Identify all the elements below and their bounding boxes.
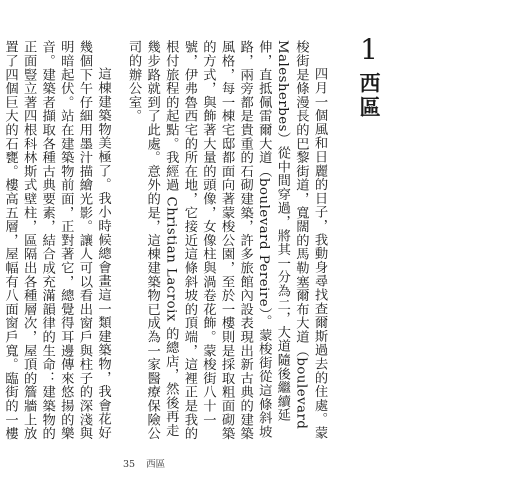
chapter-number: 1	[360, 33, 378, 66]
page-number: 35	[123, 459, 136, 470]
page-footer	[123, 456, 165, 470]
paragraph-1: 四月一個風和日麗的日子，我動身尋找查爾斯過去的住處。蒙梭街是條漫長的巴黎街道，寬闊的馬勒塞爾布大道（boulevard Malesherbes）從中間穿過，將其一分為二，大道隨後繼續延伸，直抵佩雷爾大道（boulevard Pereire）。蒙梭街從這條斜坡路，兩旁都是貴重的石砌建築，許多旅館內設表現出新古典的建築風格，每一棟宅邸都面向著蒙梭公園，至於一樓則是採取粗面砌築的方式，與飾著大量的頭像，女像柱與渦卷花飾。蒙梭街八十一號，伊弗魯西宅的所在地，它接近這條斜坡的頂端，這裡正是我的根付旅程的起點。我經過 Christian Lacroix 的總店，然後再走幾步路就到了此處。意外的是，這棟建築物已成為一家醫療保險公司的辦公室。	[126, 40, 327, 441]
chapter-heading	[352, 33, 386, 120]
chapter-title: 西區	[357, 72, 382, 120]
body-text	[2, 40, 328, 445]
running-title: 西區	[146, 459, 166, 470]
paragraph-2: 這棟建築物美極了。我小時候總會畫這一類建築物，我會花好幾個下午仔細用墨汁描繪光影。讓人可以看出窗戶與柱子的深淺與明暗起伏。站在建築物前面，正對著它，總覺得耳邊傳來悠揚的樂音。建築者擷取各種古典要素，結合成充滿韻律的生命：建築物的正面豎立著四根科林斯式壁柱，區隔出各種層次，屋頂的簷牆上放置了四個巨大的石甕。樓高五層，屋幅有八面窗戶寬。臨街的一樓	[2, 40, 111, 441]
